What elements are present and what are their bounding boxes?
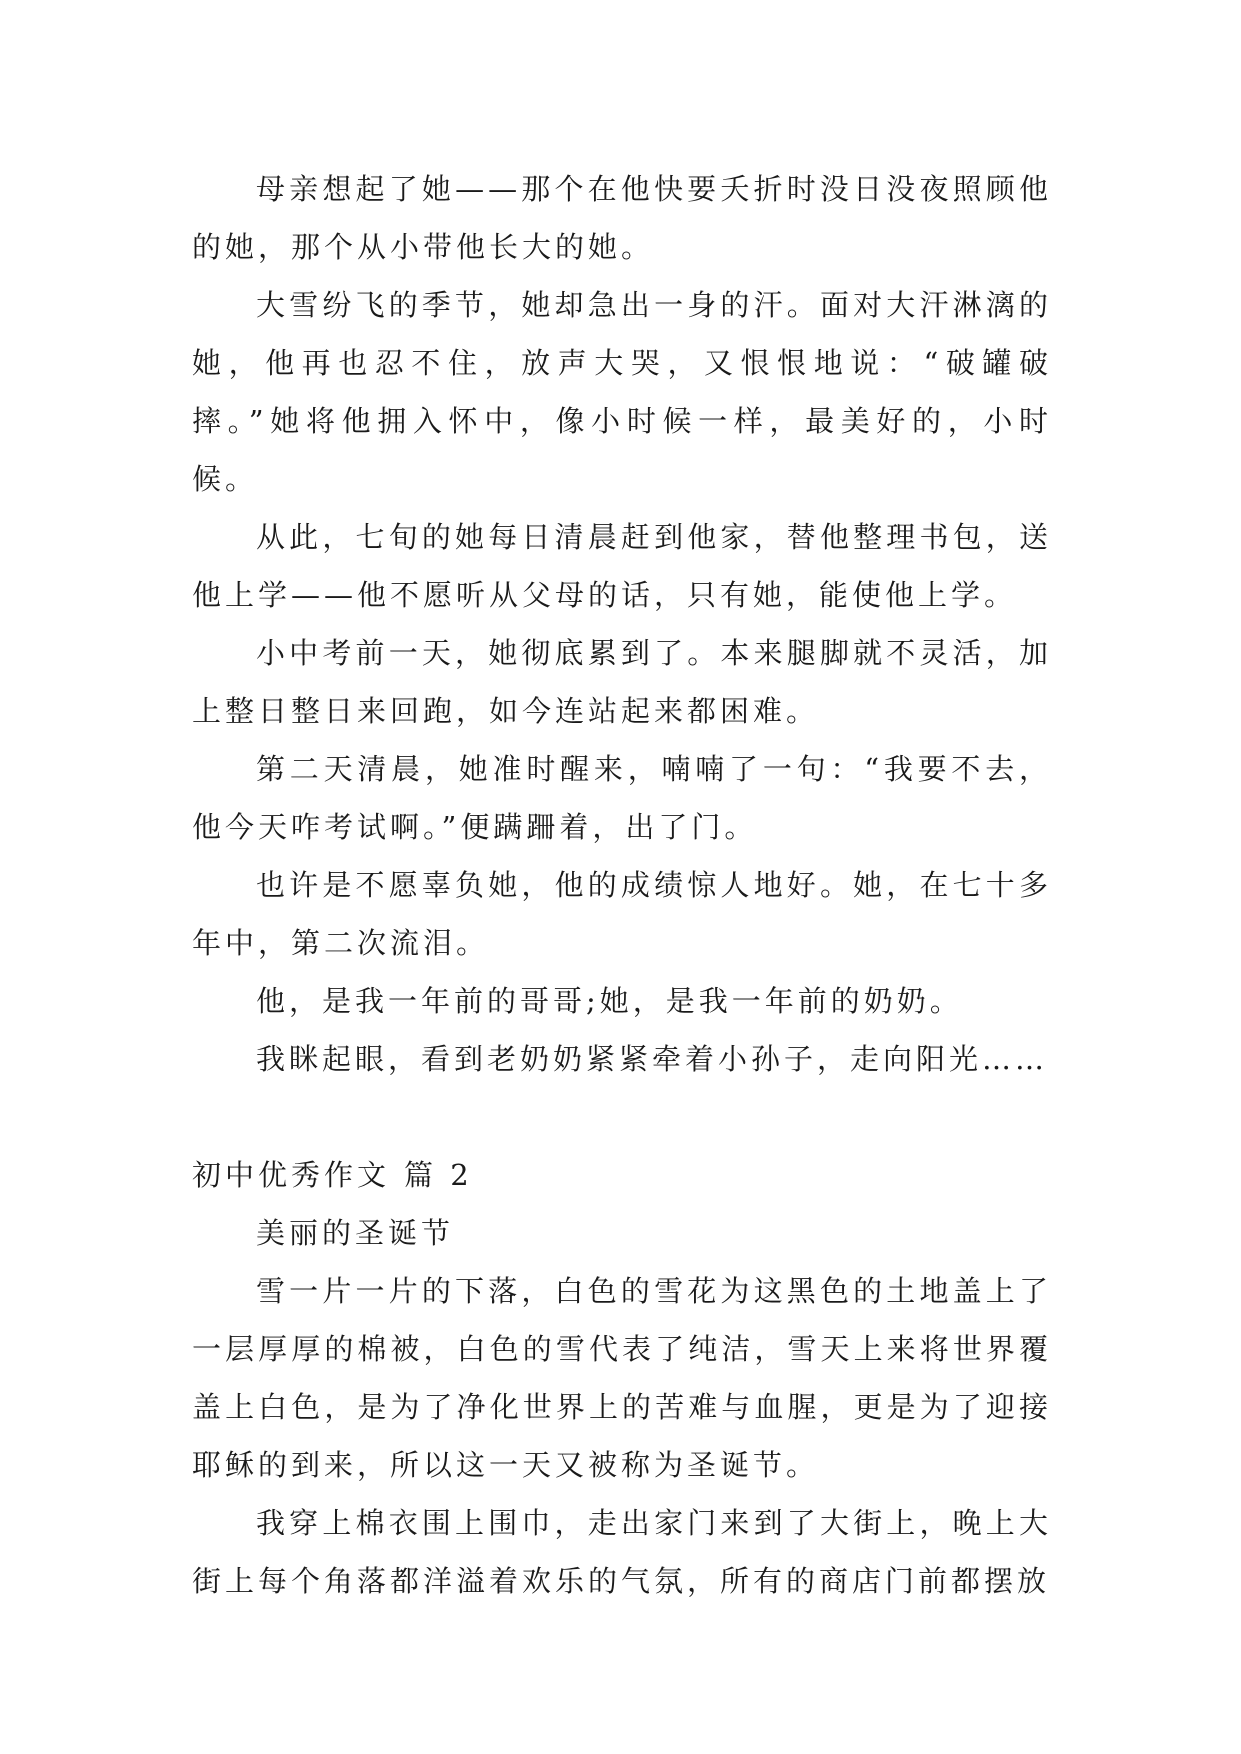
paragraph: 我穿上棉衣围上围巾，走出家门来到了大街上，晚上大街上每个角落都洋溢着欢乐的气氛，所有的商店门前都摆放: [192, 1506, 1052, 1598]
paragraph: 他，是我一年前的哥哥;她，是我一年前的奶奶。: [256, 984, 963, 1018]
document-page: [192, 160, 1052, 1610]
section-heading: [192, 1146, 1052, 1204]
story-one: [192, 160, 1052, 1088]
story-two: [192, 1146, 1052, 1610]
section-heading-number: 篇 2: [404, 1158, 473, 1192]
paragraph: 第二天清晨，她准时醒来，喃喃了一句：“我要不去，他今天咋考试啊。”便蹒跚着，出了门。: [192, 752, 1052, 844]
paragraph: 也许是不愿辜负她，他的成绩惊人地好。她，在七十多年中，第二次流泪。: [192, 868, 1052, 960]
paragraph: 雪一片一片的下落，白色的雪花为这黑色的土地盖上了一层厚厚的棉被，白色的雪代表了纯洁，雪天上来将世界覆盖上白色，是为了净化世界上的苦难与血腥，更是为了迎接耶稣的到来，所以这一天又被称为圣诞节。: [192, 1274, 1052, 1482]
essay-title: 美丽的圣诞节: [256, 1216, 455, 1250]
paragraph: 小中考前一天，她彻底累到了。本来腿脚就不灵活，加上整日整日来回跑，如今连站起来都困难。: [192, 636, 1052, 728]
paragraph: 母亲想起了她——那个在他快要夭折时没日没夜照顾他的她，那个从小带他长大的她。: [192, 172, 1052, 264]
paragraph: 我眯起眼，看到老奶奶紧紧牵着小孙子，走向阳光……: [256, 1042, 1049, 1076]
section-heading-text: 初中优秀作文: [192, 1158, 391, 1192]
paragraph: 从此，七旬的她每日清晨赶到他家，替他整理书包，送他上学——他不愿听从父母的话，只有她，能使他上学。: [192, 520, 1052, 612]
paragraph: 大雪纷飞的季节，她却急出一身的汗。面对大汗淋漓的她，他再也忍不住，放声大哭，又恨恨地说：“破罐破摔。”她将他拥入怀中，像小时候一样，最美好的，小时候。: [192, 288, 1052, 496]
